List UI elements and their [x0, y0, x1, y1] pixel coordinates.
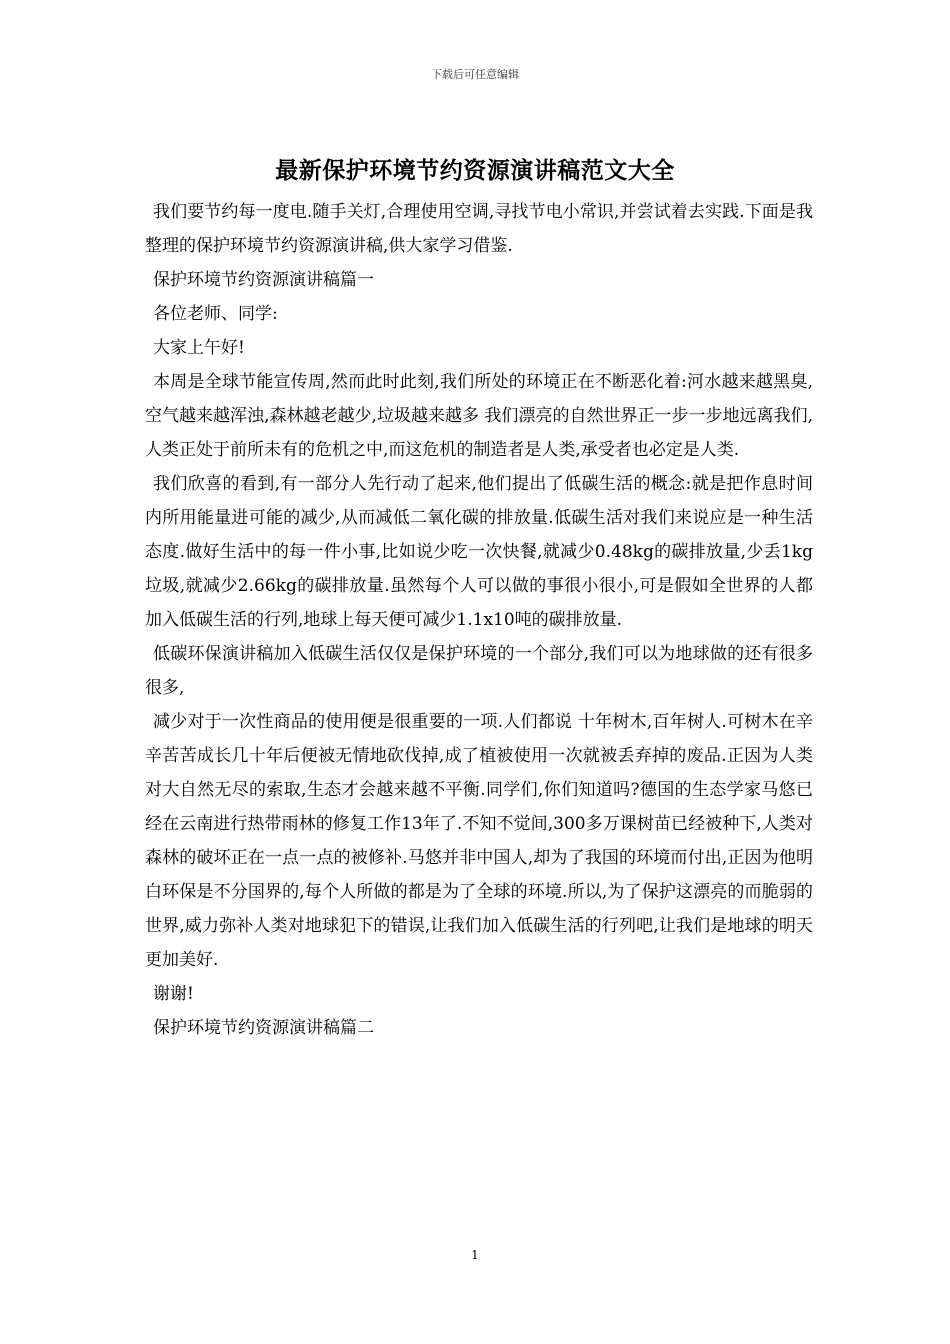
paragraph: 本周是全球节能宣传周,然而此时此刻,我们所处的环境正在不断恶化着:河水越来越黑臭,空气越来越浑浊,森林越老越少,垃圾越来越多 我们漂亮的自然世界正一步一步地远离我们,人类正处于前所未有的危机之中,而这危机的制造者是人类,承受者也必定是人类. [145, 372, 813, 460]
page-header: 下载后可任意编辑 [431, 68, 519, 81]
section-heading: 保护环境节约资源演讲稿篇二 [153, 1018, 374, 1038]
paragraph: 低碳环保演讲稿加入低碳生活仅仅是保护环境的一个部分,我们可以为地球做的还有很多很多, [145, 644, 813, 698]
paragraph-intro: 我们要节约每一度电.随手关灯,合理使用空调,寻找节电小常识,并尝试着去实践.下面是我整理的保护环境节约资源演讲稿,供大家学习借鉴. [145, 202, 813, 256]
document-title: 最新保护环境节约资源演讲稿范文大全 [275, 157, 675, 184]
closing: 谢谢! [153, 984, 194, 1004]
page-number: 1 [471, 1248, 479, 1262]
document-body [145, 195, 813, 1045]
paragraph: 我们欣喜的看到,有一部分人先行动了起来,他们提出了低碳生活的概念:就是把作息时间内所用能量进可能的减少,从而减低二氧化碳的排放量.低碳生活对我们来说应是一种生活态度.做好生活中的每一件小事,比如说少吃一次快餐,就减少0.48kg的碳排放量,少丢1kg垃圾,就减少2.66kg的碳排放量.虽然每个人可以做的事很小很小,可是假如全世界的人都加入低碳生活的行列,地球上每天便可减少1.1x10吨的碳排放量. [145, 474, 813, 630]
paragraph: 减少对于一次性商品的使用便是很重要的一项.人们都说 十年树木,百年树人.可树木在辛辛苦苦成长几十年后便被无情地砍伐掉,成了植被使用一次就被丢弃掉的废品.正因为人类对大自然无尽的索取,生态才会越来越不平衡.同学们,你们知道吗?德国的生态学家马悠已经在云南进行热带雨林的修复工作13年了.不知不觉间,300多万课树苗已经被种下,人类对森林的破坏正在一点一点的被修补.马悠并非中国人,却为了我国的环境而付出,正因为他明白环保是不分国界的,每个人所做的都是为了全球的环境.所以,为了保护这漂亮的而脆弱的世界,威力弥补人类对地球犯下的错误,让我们加入低碳生活的行列吧,让我们是地球的明天更加美好. [145, 712, 813, 970]
salutation: 各位老师、同学: [153, 304, 278, 324]
greeting: 大家上午好! [153, 338, 245, 358]
section-heading: 保护环境节约资源演讲稿篇一 [153, 270, 374, 290]
